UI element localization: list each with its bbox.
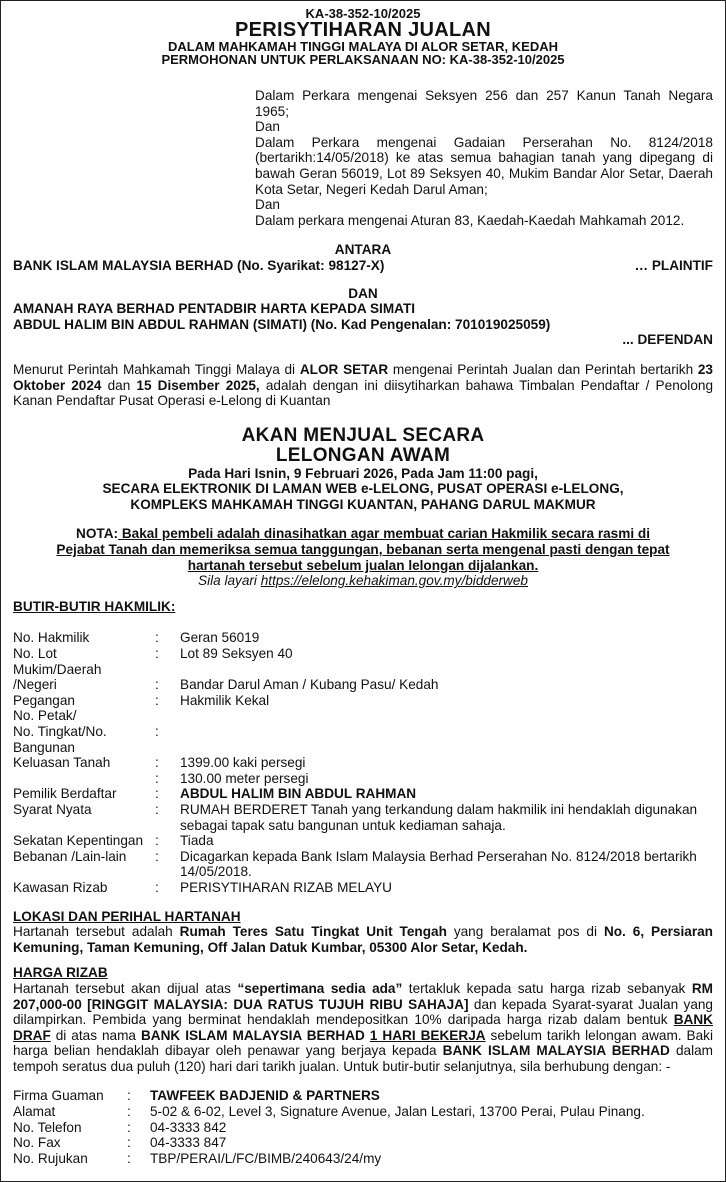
field-label: Bebanan /Lain-lain bbox=[13, 848, 127, 864]
contact-row bbox=[13, 1120, 713, 1136]
matters-block bbox=[255, 88, 713, 228]
reference-number: KA-38-352-10/2025 bbox=[305, 6, 421, 21]
field-separator: : bbox=[155, 786, 159, 802]
title-detail-row bbox=[13, 833, 713, 849]
matter-clause-3: Dalam perkara mengenai Aturan 83, Kaedah-Kaedah Mahkamah 2012. bbox=[255, 212, 685, 228]
nota-label: NOTA: bbox=[76, 526, 119, 542]
reserve-text: di atas nama bbox=[50, 1027, 141, 1043]
property-address: No. 6, Persiaran Kemuning, Taman Kemuning, Off Jalan Datuk Kumbar, 05300 Alor Setar, Kedah. bbox=[13, 924, 713, 955]
field-separator: : bbox=[155, 770, 159, 786]
title-detail-row bbox=[13, 646, 713, 662]
title-detail-row bbox=[13, 693, 713, 709]
field-value: RUMAH BERDERET Tanah yang terkandung dalam hakmilik ini hendaklah digunakan sebagai tapak satu bangunan untuk kediaman sahaja. bbox=[180, 801, 698, 833]
contact-row bbox=[13, 1104, 713, 1120]
order-paragraph bbox=[13, 362, 713, 409]
field-value: 04-3333 847 bbox=[150, 1135, 227, 1151]
reserve-text: sebelum tarikh lelongan awam. Baki harga belian hendaklah dibayar oleh penawar yang berjaya kepada bbox=[13, 1027, 713, 1059]
visit-text: Sila layari bbox=[198, 573, 261, 589]
nota-line-1: Bakal pembeli adalah dinasihatkan agar membuat carian Hakmilik secara rasmi di bbox=[118, 526, 650, 542]
field-label: Pemilik Berdaftar bbox=[13, 786, 117, 802]
field-separator: : bbox=[127, 1150, 131, 1166]
field-label: No. Petak/ bbox=[13, 708, 77, 724]
plaintiff-role: … PLAINTIF bbox=[634, 257, 713, 273]
field-label: Alamat bbox=[13, 1104, 56, 1120]
title-details-table bbox=[13, 630, 713, 895]
title-detail-row bbox=[13, 740, 713, 756]
field-value: TAWFEEK BADJENID & PARTNERS bbox=[150, 1088, 380, 1104]
field-value: ABDUL HALIM BIN ABDUL RAHMAN bbox=[180, 786, 417, 802]
field-value: PERISYTIHARAN RIZAB MELAYU bbox=[180, 879, 393, 895]
title-detail-row bbox=[13, 880, 713, 896]
defendant-role: ... DEFENDAN bbox=[622, 332, 713, 348]
title-details-heading: BUTIR-BUTIR HAKMILIK: bbox=[13, 598, 176, 614]
title-detail-row bbox=[13, 708, 713, 724]
reserve-paragraph bbox=[13, 981, 713, 1075]
title-detail-row bbox=[13, 771, 713, 787]
title-detail-row bbox=[13, 724, 713, 740]
field-value: Tiada bbox=[180, 833, 214, 849]
field-separator: : bbox=[155, 630, 159, 646]
field-label: No. Hakmilik bbox=[13, 630, 90, 646]
bank-name: BANK ISLAM MALAYSIA BERHAD bbox=[442, 1043, 670, 1059]
contact-table bbox=[13, 1088, 713, 1166]
contact-row bbox=[13, 1088, 713, 1104]
title-detail-row bbox=[13, 849, 713, 880]
notice-title: PERISYTIHARAN JUALAN bbox=[234, 19, 492, 41]
order-text: Menurut Perintah Mahkamah Tinggi Malaya di bbox=[13, 361, 300, 377]
matter-conjunction: Dan bbox=[255, 119, 280, 135]
field-separator: : bbox=[155, 646, 159, 662]
title-detail-row bbox=[13, 786, 713, 802]
title-detail-row bbox=[13, 755, 713, 771]
field-value: Lot 89 Seksyen 40 bbox=[180, 646, 293, 662]
defendant-line-2: ABDUL HALIM BIN ABDUL RAHMAN (SIMATI) (No. Kad Pengenalan: 701019025059) bbox=[13, 316, 551, 332]
field-value: Geran 56019 bbox=[180, 630, 260, 646]
location-text: yang beralamat pos di bbox=[446, 924, 604, 940]
title-detail-row bbox=[13, 630, 713, 646]
field-value: Bandar Darul Aman / Kubang Pasu/ Kedah bbox=[180, 677, 439, 693]
matter-conjunction: Dan bbox=[255, 197, 280, 213]
order-date-2: 15 Disember 2025, bbox=[136, 377, 260, 393]
field-label: No. Tingkat/No. bbox=[13, 724, 107, 739]
antara-label: ANTARA bbox=[334, 242, 392, 258]
field-label bbox=[13, 771, 155, 787]
field-separator: : bbox=[155, 724, 159, 739]
field-separator: : bbox=[155, 848, 159, 864]
field-value: Hakmilik Kekal bbox=[180, 692, 270, 708]
order-text: dan bbox=[101, 377, 137, 393]
field-separator: : bbox=[155, 879, 159, 895]
court-line: DALAM MAHKAMAH TINGGI MALAYA DI ALOR SETAR, KEDAH bbox=[168, 39, 558, 54]
field-value: 130.00 meter persegi bbox=[180, 770, 309, 786]
field-value: 1399.00 kaki persegi bbox=[180, 755, 306, 771]
field-separator: : bbox=[127, 1104, 131, 1120]
dan-label: DAN bbox=[348, 285, 378, 301]
field-label: No. Telefon bbox=[13, 1119, 82, 1135]
order-text: adalah dengan ini diisytiharkan bahawa Timbalan Pendaftar / Penolong Kanan Pendaftar Pusat Operasi e-Lelong di Kuantan bbox=[13, 377, 714, 409]
elelong-link[interactable]: https://elelong.kehakiman.gov.my/bidderweb bbox=[260, 573, 528, 589]
field-separator bbox=[155, 740, 180, 756]
contact-row bbox=[13, 1151, 713, 1167]
matter-clause-1: Dalam Perkara mengenai Seksyen 256 dan 257 Kanun Tanah Negara 1965; bbox=[255, 88, 713, 119]
nota-line-3: hartanah tersebut sebelum jualan lelongan dijalankan. bbox=[187, 557, 539, 573]
defendant-line-1: AMANAH RAYA BERHAD PENTADBIR HARTA KEPADA SIMATI bbox=[13, 301, 416, 317]
plaintiff-row bbox=[13, 258, 713, 274]
nota-block bbox=[13, 526, 713, 588]
auction-block bbox=[13, 426, 713, 513]
contact-row bbox=[13, 1135, 713, 1151]
field-label: Keluasan Tanah bbox=[13, 755, 111, 771]
field-separator: : bbox=[155, 833, 159, 849]
title-detail-row bbox=[13, 662, 713, 678]
location-paragraph bbox=[13, 924, 713, 955]
order-text: mengenai Perintah Jualan dan Perintah bertarikh bbox=[388, 361, 698, 377]
field-label: No. Fax bbox=[13, 1135, 61, 1151]
field-label: Syarat Nyata bbox=[13, 801, 92, 817]
matter-clause-2: Dalam Perkara mengenai Gadaian Perserahan No. 8124/2018 (bertarikh:14/05/2018) ke atas semua bahagian tanah yang dipegang di bawah Geran 56019, Lot 89 Seksyen 40, Mukim Bandar Alor Setar, Daerah Kota Setar, Negeri Kedah Darul Aman; bbox=[255, 134, 713, 197]
reserve-text: dalam tempoh seratus dua puluh (120) hari dari tarikh jualan. Untuk butir-butir selanjutnya, sila berhubung dengan: - bbox=[13, 1043, 714, 1074]
field-value: Dicagarkan kepada Bank Islam Malaysia Berhad Perserahan No. 8124/2018 bertarikh 14/05/2018. bbox=[180, 848, 697, 880]
as-is-term: “sepertimana sedia ada” bbox=[237, 980, 403, 996]
title-detail-row bbox=[13, 802, 713, 833]
reserve-heading: HARGA RIZAB bbox=[13, 965, 108, 981]
field-separator: : bbox=[155, 755, 159, 771]
field-label: No. Lot bbox=[13, 646, 57, 662]
bank-name: BANK ISLAM MALAYSIA BERHAD bbox=[140, 1027, 365, 1043]
field-value: 04-3333 842 bbox=[150, 1119, 227, 1135]
field-label: Pegangan bbox=[13, 692, 75, 708]
field-separator: : bbox=[155, 801, 159, 817]
auction-heading-2: LELONGAN AWAM bbox=[275, 444, 451, 466]
auction-date: Pada Hari Isnin, 9 Februari 2026, Pada Jam 11:00 pagi, bbox=[188, 465, 538, 481]
auction-venue-2: KOMPLEKS MAHKAMAH TINGGI KUANTAN, PAHANG DARUL MAKMUR bbox=[130, 496, 596, 512]
property-type: Rumah Teres Satu Tingkat Unit Tengah bbox=[179, 924, 447, 940]
auction-venue-1: SECARA ELEKTRONIK DI LAMAN WEB e-LELONG, PUSAT OPERASI e-LELONG, bbox=[102, 481, 624, 497]
order-date-1: 23 Oktober 2024 bbox=[13, 361, 713, 393]
bank-draft-term: BANK DRAF bbox=[13, 1012, 713, 1043]
nota-line-2: Pejabat Tanah dan memeriksa semua tanggungan, bebanan serta mengenal pasti dengan tepat bbox=[56, 542, 670, 558]
field-value: 5-02 & 6-02, Level 3, Signature Avenue, Jalan Lestari, 13700 Perai, Pulau Pinang. bbox=[150, 1104, 645, 1120]
reserve-text: dan kepada Syarat-syarat Jualan yang dilampirkan. Pembida yang berminat hendaklah mendepositkan 10% daripada harga rizab dalam bentuk bbox=[13, 996, 713, 1028]
reserve-text: tertakluk kepada satu harga rizab sebanyak bbox=[402, 980, 692, 996]
field-separator: : bbox=[127, 1119, 131, 1135]
location-text: Hartanah tersebut adalah bbox=[13, 924, 180, 940]
application-line: PERMOHONAN UNTUK PERLAKSANAAN NO: KA-38-352-10/2025 bbox=[161, 52, 565, 67]
field-label: Bangunan bbox=[13, 739, 75, 755]
reserve-text: Hartanah tersebut akan dijual atas bbox=[13, 980, 238, 996]
field-value: TBP/PERAI/L/FC/BIMB/240643/24/my bbox=[150, 1150, 382, 1166]
field-value bbox=[180, 724, 713, 740]
field-separator bbox=[155, 662, 180, 678]
field-value bbox=[180, 740, 713, 756]
field-value bbox=[180, 662, 713, 678]
field-value bbox=[180, 708, 713, 724]
field-label: Mukim/Daerah bbox=[13, 661, 102, 677]
parties-block bbox=[13, 242, 713, 348]
auction-heading-1: AKAN MENJUAL SECARA bbox=[241, 424, 485, 446]
field-separator: : bbox=[127, 1088, 131, 1104]
field-label: Sekatan Kepentingan bbox=[13, 833, 144, 849]
location-heading: LOKASI DAN PERIHAL HARTANAH bbox=[13, 908, 241, 924]
field-label: /Negeri bbox=[13, 677, 57, 693]
order-location: ALOR SETAR bbox=[299, 361, 389, 377]
field-separator: : bbox=[127, 1135, 131, 1151]
reserve-amount: RM 207,000-00 [RINGGIT MALAYSIA: DUA RATUS TUJUH RIBU SAHAJA] bbox=[13, 980, 714, 1012]
deposit-deadline: 1 HARI BEKERJA bbox=[369, 1027, 486, 1043]
title-detail-row bbox=[13, 677, 713, 693]
field-label: Kawasan Rizab bbox=[13, 879, 108, 895]
plaintiff-name: BANK ISLAM MALAYSIA BERHAD (No. Syarikat: 98127-X) bbox=[13, 257, 385, 273]
field-label: Firma Guaman bbox=[13, 1088, 104, 1104]
field-separator bbox=[155, 708, 180, 724]
field-label: No. Rujukan bbox=[13, 1150, 88, 1166]
field-separator: : bbox=[155, 677, 159, 693]
field-separator: : bbox=[155, 692, 159, 708]
